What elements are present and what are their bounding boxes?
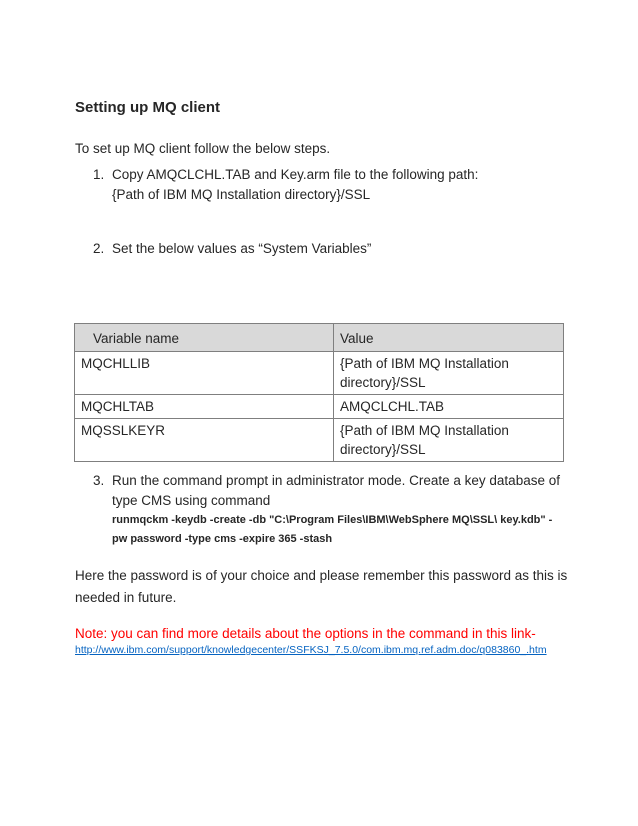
value-text: directory}/SSL bbox=[340, 442, 426, 457]
system-variables-table bbox=[74, 323, 564, 462]
step-number: 2. bbox=[93, 241, 105, 256]
command-text: pw password -type cms -expire 365 -stash bbox=[112, 533, 333, 545]
intro-text: To set up MQ client follow the below steps. bbox=[75, 141, 331, 156]
step-body bbox=[112, 239, 371, 259]
step-text: type CMS using command bbox=[112, 493, 271, 508]
step-body bbox=[112, 165, 478, 205]
paragraph-line: needed in future. bbox=[75, 590, 177, 605]
command-text: runmqckm -keydb -create -db "C:\Program Files\IBM\WebSphere MQ\SSL\ key.kdb" - bbox=[112, 514, 553, 526]
step-text: Copy AMQCLCHL.TAB and Key.arm file to the following path: bbox=[112, 167, 479, 182]
step-text: Set the below values as “System Variables” bbox=[112, 241, 372, 256]
table-row bbox=[75, 352, 564, 395]
variable-name-cell: MQCHLTAB bbox=[75, 395, 334, 419]
value-text: {Path of IBM MQ Installation bbox=[340, 423, 509, 438]
value-text: {Path of IBM MQ Installation bbox=[340, 356, 509, 371]
ibm-docs-link[interactable]: http://www.ibm.com/support/knowledgecenter/SSFKSJ_7.5.0/com.ibm.mq.ref.adm.doc/q083860_.htm bbox=[75, 644, 547, 656]
red-note: Note: you can find more details about the options in the command in this link- bbox=[75, 626, 536, 641]
table-row bbox=[75, 419, 564, 462]
step-number: 1. bbox=[93, 167, 105, 182]
paragraph-line: Here the password is of your choice and please remember this password as this is bbox=[75, 568, 568, 583]
variable-value-cell bbox=[334, 352, 564, 395]
step-text: {Path of IBM MQ Installation directory}/SSL bbox=[112, 187, 371, 202]
variable-value-cell bbox=[334, 395, 564, 419]
table-row bbox=[75, 395, 564, 419]
variable-name-cell: MQSSLKEYR bbox=[75, 419, 334, 462]
step-text: Run the command prompt in administrator mode. Create a key database of bbox=[112, 473, 560, 488]
variable-value-cell bbox=[334, 419, 564, 462]
variable-name-cell: MQCHLLIB bbox=[75, 352, 334, 395]
column-header-variable-name: Variable name bbox=[75, 324, 334, 352]
section-heading: Setting up MQ client bbox=[75, 99, 220, 116]
step-number: 3. bbox=[93, 473, 105, 488]
table-header-row bbox=[75, 324, 564, 352]
step-body bbox=[112, 471, 560, 549]
value-text: directory}/SSL bbox=[340, 375, 426, 390]
column-header-value: Value bbox=[334, 324, 564, 352]
password-note bbox=[75, 565, 575, 609]
value-text: AMQCLCHL.TAB bbox=[340, 399, 445, 414]
